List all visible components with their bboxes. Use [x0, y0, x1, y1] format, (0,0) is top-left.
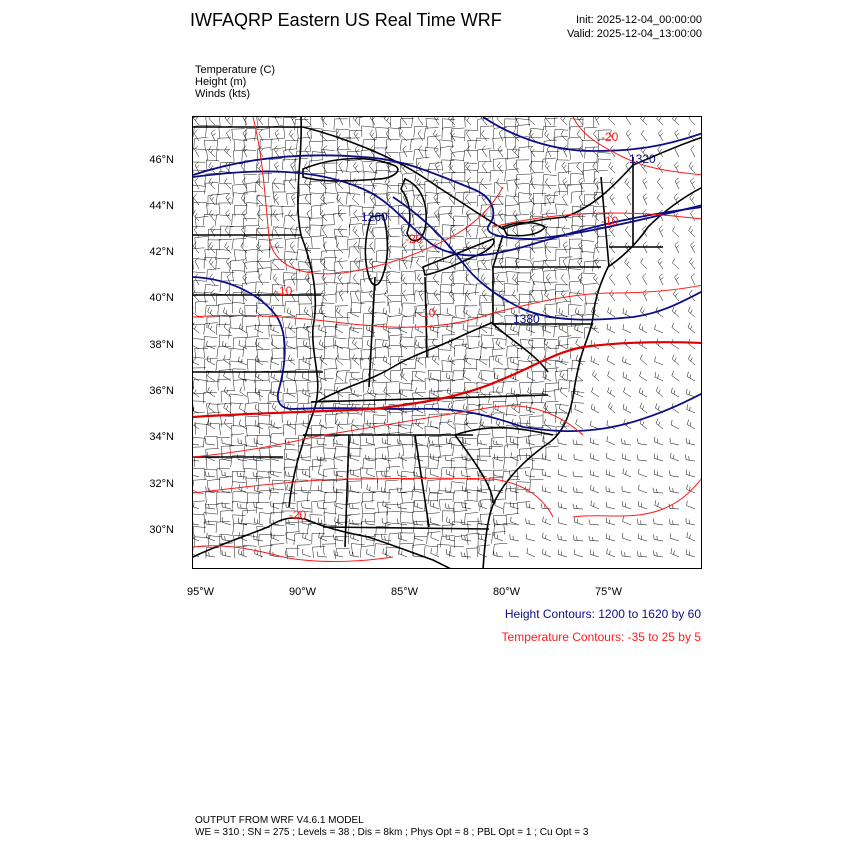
height-label: 1320 [629, 152, 656, 166]
model-footer [195, 815, 588, 839]
lon-label: 75°W [595, 586, 623, 598]
height-label: 1260 [361, 210, 388, 224]
weather-map [192, 116, 702, 569]
temp-contour-5 [573, 117, 702, 175]
footer-config: WE = 310 ; SN = 275 ; Levels = 38 ; Dis = 8km ; Phys Opt = 8 ; PBL Opt = 1 ; Cu Opt = 3 [195, 827, 589, 838]
lake-michigan [365, 215, 387, 285]
lon-label: 95°W [187, 586, 215, 598]
temp-label: -10 [418, 306, 436, 320]
temp-contour-4 [493, 213, 702, 227]
lon-label: 90°W [289, 586, 317, 598]
lat-label: 42°N [149, 246, 174, 258]
lat-label: 38°N [149, 339, 174, 351]
variable-temperature: Temperature (C) [195, 64, 276, 76]
height-legend: Height Contours: 1200 to 1620 by 60 [504, 607, 701, 621]
lat-label: 36°N [149, 385, 174, 397]
variable-height: Height (m) [195, 76, 247, 88]
map-canvas [193, 117, 702, 569]
border-fl-north [323, 527, 489, 529]
footer-model: OUTPUT FROM WRF V4.6.1 MODEL [195, 815, 364, 826]
temp-label: -20 [289, 508, 307, 522]
height-label: 1380 [513, 312, 540, 326]
zero-isotherm [193, 342, 702, 417]
temp-contour-6 [193, 478, 553, 517]
county-grid [193, 117, 611, 559]
county-lines [193, 117, 611, 559]
border-il-in [369, 277, 375, 387]
lat-label: 30°N [149, 524, 174, 536]
border-al-ga [415, 435, 429, 527]
lat-label: 32°N [149, 478, 174, 490]
temp-label: -20 [405, 232, 423, 246]
temp-label: -20 [601, 130, 619, 144]
variable-winds: Winds (kts) [195, 88, 250, 100]
lon-label: 85°W [391, 586, 419, 598]
temp-contour-7 [573, 477, 702, 517]
temp-label: -10 [275, 284, 293, 298]
init-time: Init: 2025-12-04_00:00:00 [576, 14, 702, 26]
run-times [567, 13, 702, 41]
border-va-wv [493, 324, 548, 372]
lat-label: 40°N [149, 292, 174, 304]
valid-time: Valid: 2025-12-04_13:00:00 [567, 28, 702, 40]
temperature-legend: Temperature Contours: -35 to 25 by 5 [501, 630, 701, 644]
height-contour-2 [193, 277, 702, 431]
plot-title: IWFAQRP Eastern US Real Time WRF [190, 10, 502, 30]
lat-label: 44°N [149, 200, 174, 212]
lat-label: 34°N [149, 431, 174, 443]
variables-list [195, 64, 275, 100]
temp-contour-2 [193, 285, 702, 327]
lat-label: 46°N [149, 154, 174, 166]
temp-label: -10 [601, 214, 619, 228]
lon-label: 80°W [493, 586, 521, 598]
